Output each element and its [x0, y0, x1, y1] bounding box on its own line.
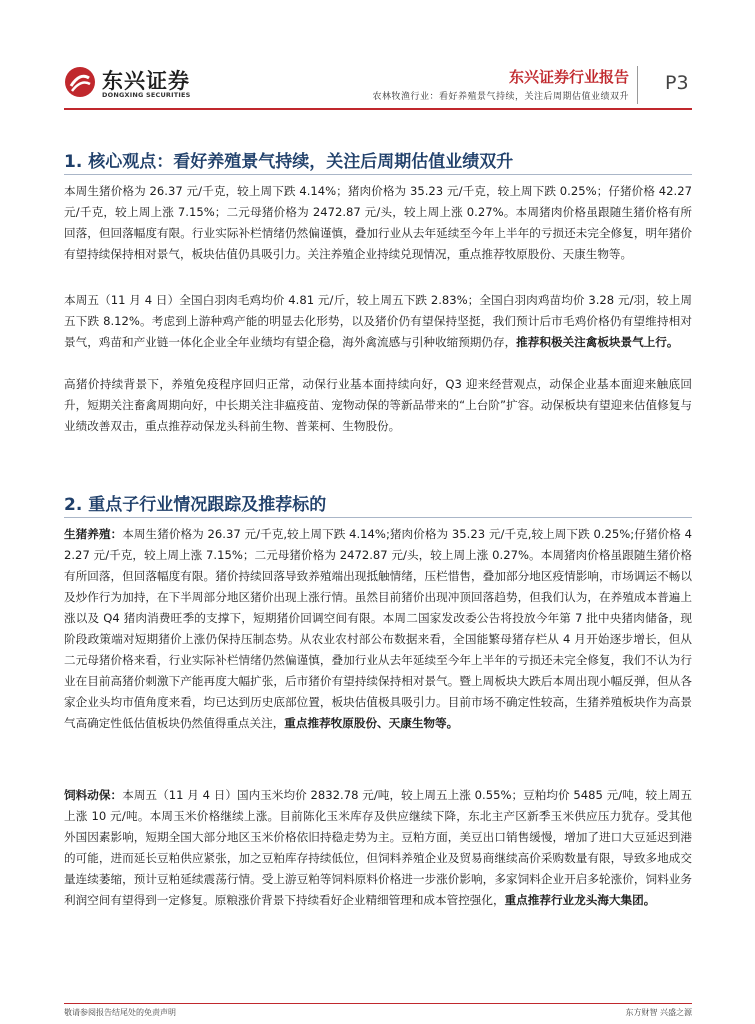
section-2-rule: [64, 517, 692, 518]
feed-text: 本周五（11 月 4 日）国内玉米均价 2832.78 元/吨，较上周五上涨 0.55%；豆粕均价 5485 元/吨，较上周五上涨 10 元/吨。本周玉米价格继续上涨。目前陈化玉米库存及供应继续下降，东北主产区新季玉米供应压力犹存。受其他外国因素影响，短期全国大部分地区玉米价格依旧持稳走势为主。豆粕方面，美豆出口销售缓慢，增加了进口大豆延迟到港的可能，进而延长豆粕供应紧张，加之豆粕库存持续低位，但饲料养殖企业及贸易商继续高价采购数量有限，导致多地成交量连续萎缩，预计豆粕延续震荡行情。受上游豆粕等饲料原料价格进一步涨价影响，多家饲料企业开启多轮涨价，饲料业务利润空间有望得到一定修复。原粮涨价背景下持续看好企业精细管理和成本管控强化，: [64, 788, 692, 907]
header-divider: [637, 66, 638, 104]
page-header: [0, 0, 755, 110]
section-1-paragraph-hog: 本周生猪价格为 26.37 元/千克，较上周下跌 4.14%；猪肉价格为 35.23 元/千克，较上周下跌 0.25%；仔猪价格 42.27 元/千克，较上周上涨 7.15%；二元母猪价格为 2472.87 元/头，较上周上涨 0.27%。本周猪肉价格虽跟随生猪价格有所回落，但回落幅度有限。行业实际补栏情绪仍然偏谨慎，叠加行业从去年延续至今年上半年的亏损还未完全修复，明年猪价有望持续保持相对景气，板块估值仍具吸引力。关注养殖企业持续兑现情况，重点推荐牧原股份、天康生物等。: [64, 184, 692, 261]
report-series-title: 东兴证券行业报告: [508, 68, 629, 86]
logo-chinese-name: 东兴证券: [102, 69, 190, 93]
logo-english-name: DONGXING SECURITIES: [102, 91, 191, 99]
dongxing-logo-icon: [64, 66, 96, 98]
footer-disclaimer: 敬请参阅报告结尾处的免责声明: [64, 1008, 176, 1017]
hog-farming-paragraph: [64, 524, 692, 734]
header-rule: [64, 108, 692, 110]
page-number: P3: [665, 72, 689, 94]
feed-recommendation: 重点推荐行业龙头海大集团。: [504, 893, 656, 907]
feed-label: 饲料动保：: [64, 788, 123, 802]
section-1-paragraph-animal-health: 高猪价持续背景下，养殖免疫程序回归正常，动保行业基本面持续向好，Q3 迎来经营观点，动保企业基本面迎来触底回升，短期关注畜禽周期向好，中长期关注非瘟疫苗、宠物动保的等新品带来的“上台阶”扩容。动保板块有望迎来估值修复与业绩改善双击，重点推荐动保龙头科前生物、普莱柯、生物股份。: [64, 377, 692, 433]
footer-slogan: 东方财智 兴盛之源: [625, 1008, 692, 1017]
feed-animal-health-paragraph: [64, 785, 692, 911]
section-1-rule: [64, 174, 692, 175]
hog-farming-label: 生猪养殖：: [64, 527, 123, 541]
poultry-text: 本周五（11 月 4 日）全国白羽肉毛鸡均价 4.81 元/斤，较上周五下跌 2.83%；全国白羽肉鸡苗均价 3.28 元/羽，较上周五下跌 8.12%。考虑到上游种鸡产能的明显去化形势，以及猪价仍有望保持坚挺，我们预计后市毛鸡价格仍有望维持相对景气，鸡苗和产业链一体化企业全年业绩均有望企稳，海外禽流感与引种收缩预期仍存，: [64, 293, 692, 349]
report-subtitle: 农林牧渔行业：看好养殖景气持续，关注后周期估值业绩双升: [372, 92, 629, 102]
section-2-heading: 2. 重点子行业情况跟踪及推荐标的: [64, 495, 327, 515]
company-logo: [64, 66, 214, 106]
poultry-recommendation: 推荐积极关注禽板块景气上行。: [516, 335, 679, 349]
section-1-heading: 1. 核心观点：看好养殖景气持续，关注后周期估值业绩双升: [64, 152, 514, 172]
footer-rule: [64, 1003, 692, 1004]
hog-farming-text: 本周生猪价格为 26.37 元/千克,较上周下跌 4.14%;猪肉价格为 35.23 元/千克,较上周下跌 0.25%;仔猪价格 42.27 元/千克，较上周上涨 7.15%；二元母猪价格为 2472.87 元/头，较上周上涨 0.27%。本周猪肉价格虽跟随生猪价格有所回落，但回落幅度有限。猪价持续回落导致养殖端出现抵触情绪，压栏惜售，叠加部分地区疫情影响，市场调运不畅以及炒作行为加持，在下半周部分地区猪价出现上涨行情。虽然目前猪价出现冲顶回落趋势，但我们认为，在养殖成本普遍上涨以及 Q4 猪肉消费旺季的支撑下，短期猪价回调空间有限。本周二国家发改委公告将投放今年第 7 批中央猪肉储备，现阶段政策端对短期猪价上涨仍保持压制态势。从农业农村部公布数据来看，全国能繁母猪存栏从 4 月开始逐步增长，但从二元母猪价格来看，行业实际补栏情绪仍然偏谨慎，叠加行业从去年延续至今年上半年的亏损还未完全修复，我们不认为行业在目前高猪价刺激下产能再度大幅扩张，后市猪价有望持续保持相对景气。暨上周板块大跌后本周出现小幅反弹，但从各家企业头均市值角度来看，均已达到历史底部位置，板块估值极具吸引力。目前市场不确定性较高，生猪养殖板块作为高景气高确定性低估值板块仍然值得重点关注，: [64, 527, 692, 730]
hog-farming-recommendation: 重点推荐牧原股份、天康生物等。: [284, 716, 459, 730]
section-1-paragraph-poultry: [64, 290, 692, 353]
